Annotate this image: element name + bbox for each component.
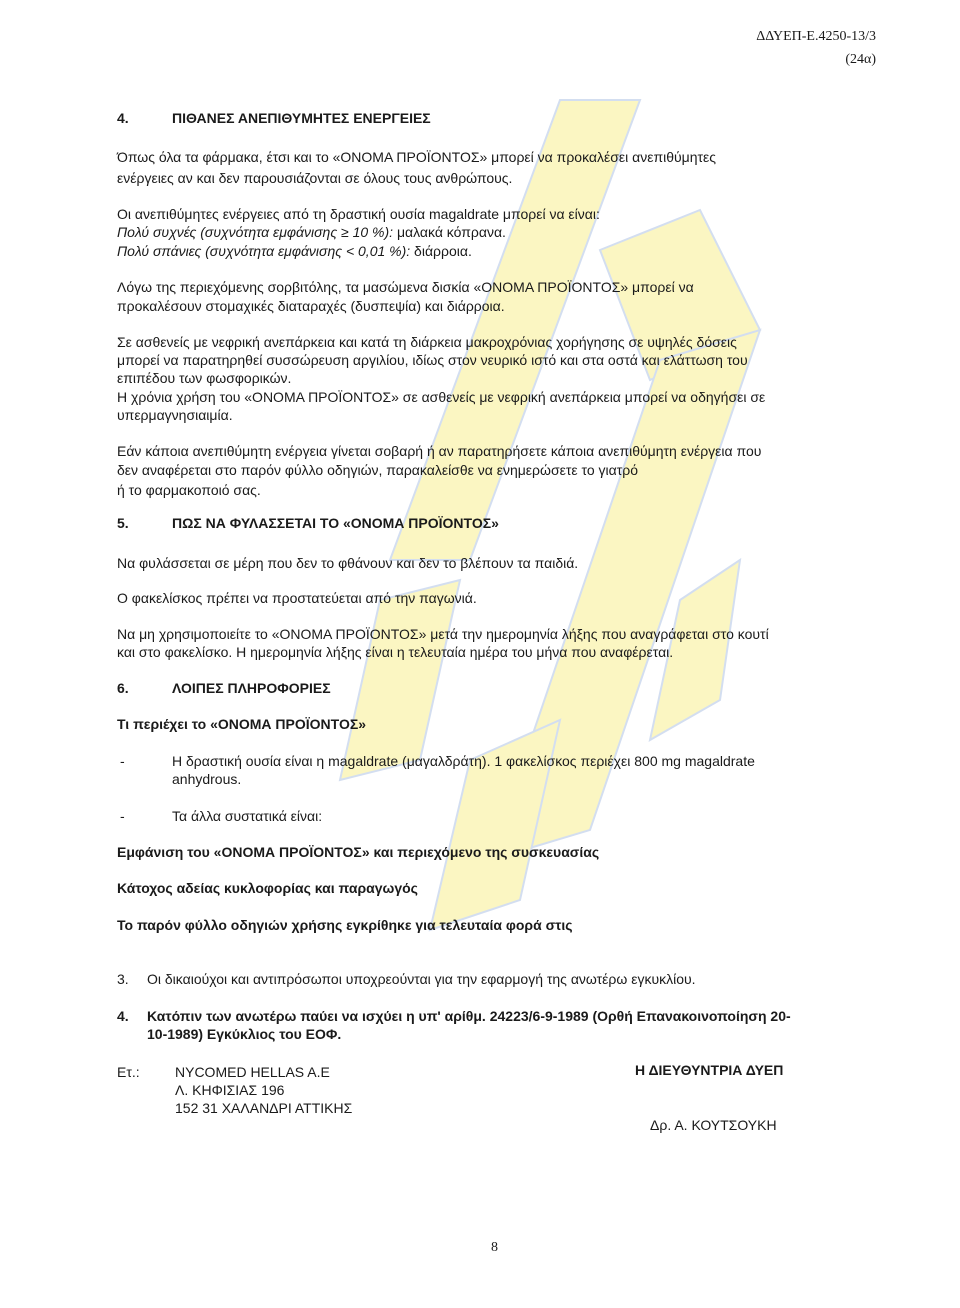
renal-line: υπερμαγνησιαιμία. <box>117 407 233 423</box>
expiry-line: και στο φακελίσκο. Η ημερομηνία λήξης είναι η τελευταία ημέρα του μήνα που αναφέρεται. <box>117 644 674 660</box>
storage-frost: Ο φακελίσκος πρέπει να προστατεύεται από την παγωνιά. <box>117 590 477 606</box>
item-4-number: 4. <box>117 1008 129 1024</box>
very-common-text: μαλακά κόπρανα. <box>393 224 506 240</box>
section-5-number: 5. <box>117 515 129 531</box>
bullet-dash: - <box>120 808 125 824</box>
recipient-line: Λ. ΚΗΦΙΣΙΑΣ 196 <box>175 1082 285 1098</box>
renal-line: μπορεί να παρατηρηθεί συσσώρευση αργιλίου, ιδίως στον νευρικό ιστό και στα οστά και ελάττωση του <box>117 352 748 368</box>
very-rare-line <box>117 242 472 260</box>
report-line: δεν αναφέρεται στο παρόν φύλλο οδηγιών, παρακαλείσθε να ενημερώσετε το γιατρό <box>117 462 638 478</box>
intro-line: ενέργειες αν και δεν παρουσιάζονται σε όλους τους ανθρώπους. <box>117 170 513 186</box>
storage-children: Να φυλάσσεται σε μέρη που δεν το φθάνουν και δεν το βλέπουν τα παιδιά. <box>117 555 579 571</box>
very-common-line <box>117 223 506 241</box>
very-rare-text: διάρροια. <box>410 243 472 259</box>
report-line: Εάν κάποια ανεπιθύμητη ενέργεια γίνεται σοβαρή ή αν παρατηρήσετε κάποια ανεπιθύμητη ενέργεια που <box>117 443 762 459</box>
active-substance-line: anhydrous. <box>172 771 242 787</box>
section-6-title: ΛΟΙΠΕΣ ΠΛΗΡΟΦΟΡΙΕΣ <box>172 680 331 696</box>
section-5-title: ΠΩΣ ΝΑ ΦΥΛΑΣΣΕΤΑΙ ΤΟ «ΟΝΟΜΑ ΠΡΟΪΟΝΤΟΣ» <box>172 515 499 531</box>
renal-line: Σε ασθενείς με νεφρική ανεπάρκεια και κατά τη διάρκεια μακροχρόνιας χορήγησης σε υψηλές δόσεις <box>117 334 737 350</box>
very-rare-label: Πολύ σπάνιες (συχνότητα εμφάνισης < 0,01 %): <box>117 243 411 259</box>
document-code: ΔΔΥΕΠ-Ε.4250-13/3 <box>756 29 876 44</box>
section-6-number: 6. <box>117 680 129 696</box>
intro-line: Όπως όλα τα φάρμακα, έτσι και το «ΟΝΟΜΑ ΠΡΟΪΟΝΤΟΣ» μπορεί να προκαλέσει ανεπιθύμητες <box>117 149 717 165</box>
approved-heading: Το παρόν φύλλο οδηγιών χρήσης εγκρίθηκε για τελευταία φορά στις <box>117 917 573 933</box>
renal-line: Η χρόνια χρήση του «ΟΝΟΜΑ ΠΡΟΪΟΝΤΟΣ» σε ασθενείς με νεφρική ανεπάρκεια μπορεί να οδηγήσει σε <box>117 389 766 405</box>
bullet-dash: - <box>120 753 125 769</box>
sorbitol-line: Λόγω της περιεχόμενης σορβιτόλης, τα μασώμενα δισκία «ΟΝΟΜΑ ΠΡΟΪΟΝΤΟΣ» μπορεί να <box>117 279 694 295</box>
item-4-text: Κατόπιν των ανωτέρω παύει να ισχύει η υπ' αρίθμ. 24223/6-9-1989 (Ορθή Επανακοινοποίηση 20- <box>147 1008 791 1024</box>
watermark-shape <box>340 580 460 780</box>
active-substance-line: Η δραστική ουσία είναι η magaldrate (μαγαλδράτη). 1 φακελίσκος περιέχει 800 mg magaldrate <box>172 753 755 769</box>
section-4-number: 4. <box>117 110 129 126</box>
section-4-title: ΠΙΘΑΝΕΣ ΑΝΕΠΙΘΥΜΗΤΕΣ ΕΝΕΡΓΕΙΕΣ <box>172 110 431 126</box>
recipient-label: Ετ.: <box>117 1064 140 1080</box>
report-line: ή το φαρμακοποιό σας. <box>117 482 261 498</box>
page-number: 8 <box>491 1240 498 1255</box>
holder-heading: Κάτοχος αδείας κυκλοφορίας και παραγωγός <box>117 880 418 896</box>
signatory-title: Η ΔΙΕΥΘΥΝΤΡΙΑ ΔΥΕΠ <box>635 1062 784 1078</box>
appearance-heading: Εμφάνιση του «ΟΝΟΜΑ ΠΡΟΪΟΝΤΟΣ» και περιεχόμενο της συσκευασίας <box>117 844 600 860</box>
renal-line: επιπέδου των φωσφορικών. <box>117 370 292 386</box>
effects-intro: Οι ανεπιθύμητες ενέργειες από τη δραστική ουσία magaldrate μπορεί να είναι: <box>117 206 600 222</box>
document-subcode: (24α) <box>845 52 876 67</box>
signatory-name: Δρ. Α. ΚΟΥΤΣΟΥΚΗ <box>650 1117 777 1133</box>
excipients-line: Τα άλλα συστατικά είναι: <box>172 808 323 824</box>
item-3-text: Οι δικαιούχοι και αντιπρόσωποι υποχρεούνται για την εφαρμογή της ανωτέρω εγκυκλίου. <box>147 971 696 987</box>
contains-heading: Τι περιέχει το «ΟΝΟΜΑ ΠΡΟΪΟΝΤΟΣ» <box>117 716 367 732</box>
recipient-line: NYCOMED HELLAS A.E <box>175 1064 330 1080</box>
item-4-text: 10-1989) Εγκύκλιος του ΕΟΦ. <box>147 1026 342 1042</box>
very-common-label: Πολύ συχνές (συχνότητα εμφάνισης ≥ 10 %): <box>117 224 394 240</box>
item-3-number: 3. <box>117 971 129 987</box>
sorbitol-line: προκαλέσουν στομαχικές διαταραχές (δυσπεψία) και διάρροια. <box>117 298 505 314</box>
recipient-line: 152 31 ΧΑΛΑΝΔΡΙ ΑΤΤΙΚΗΣ <box>175 1100 353 1116</box>
expiry-line: Να μη χρησιμοποιείτε το «ΟΝΟΜΑ ΠΡΟΪΟΝΤΟΣ» μετά την ημερομηνία λήξης που αναγράφεται στο κουτί <box>117 626 769 642</box>
